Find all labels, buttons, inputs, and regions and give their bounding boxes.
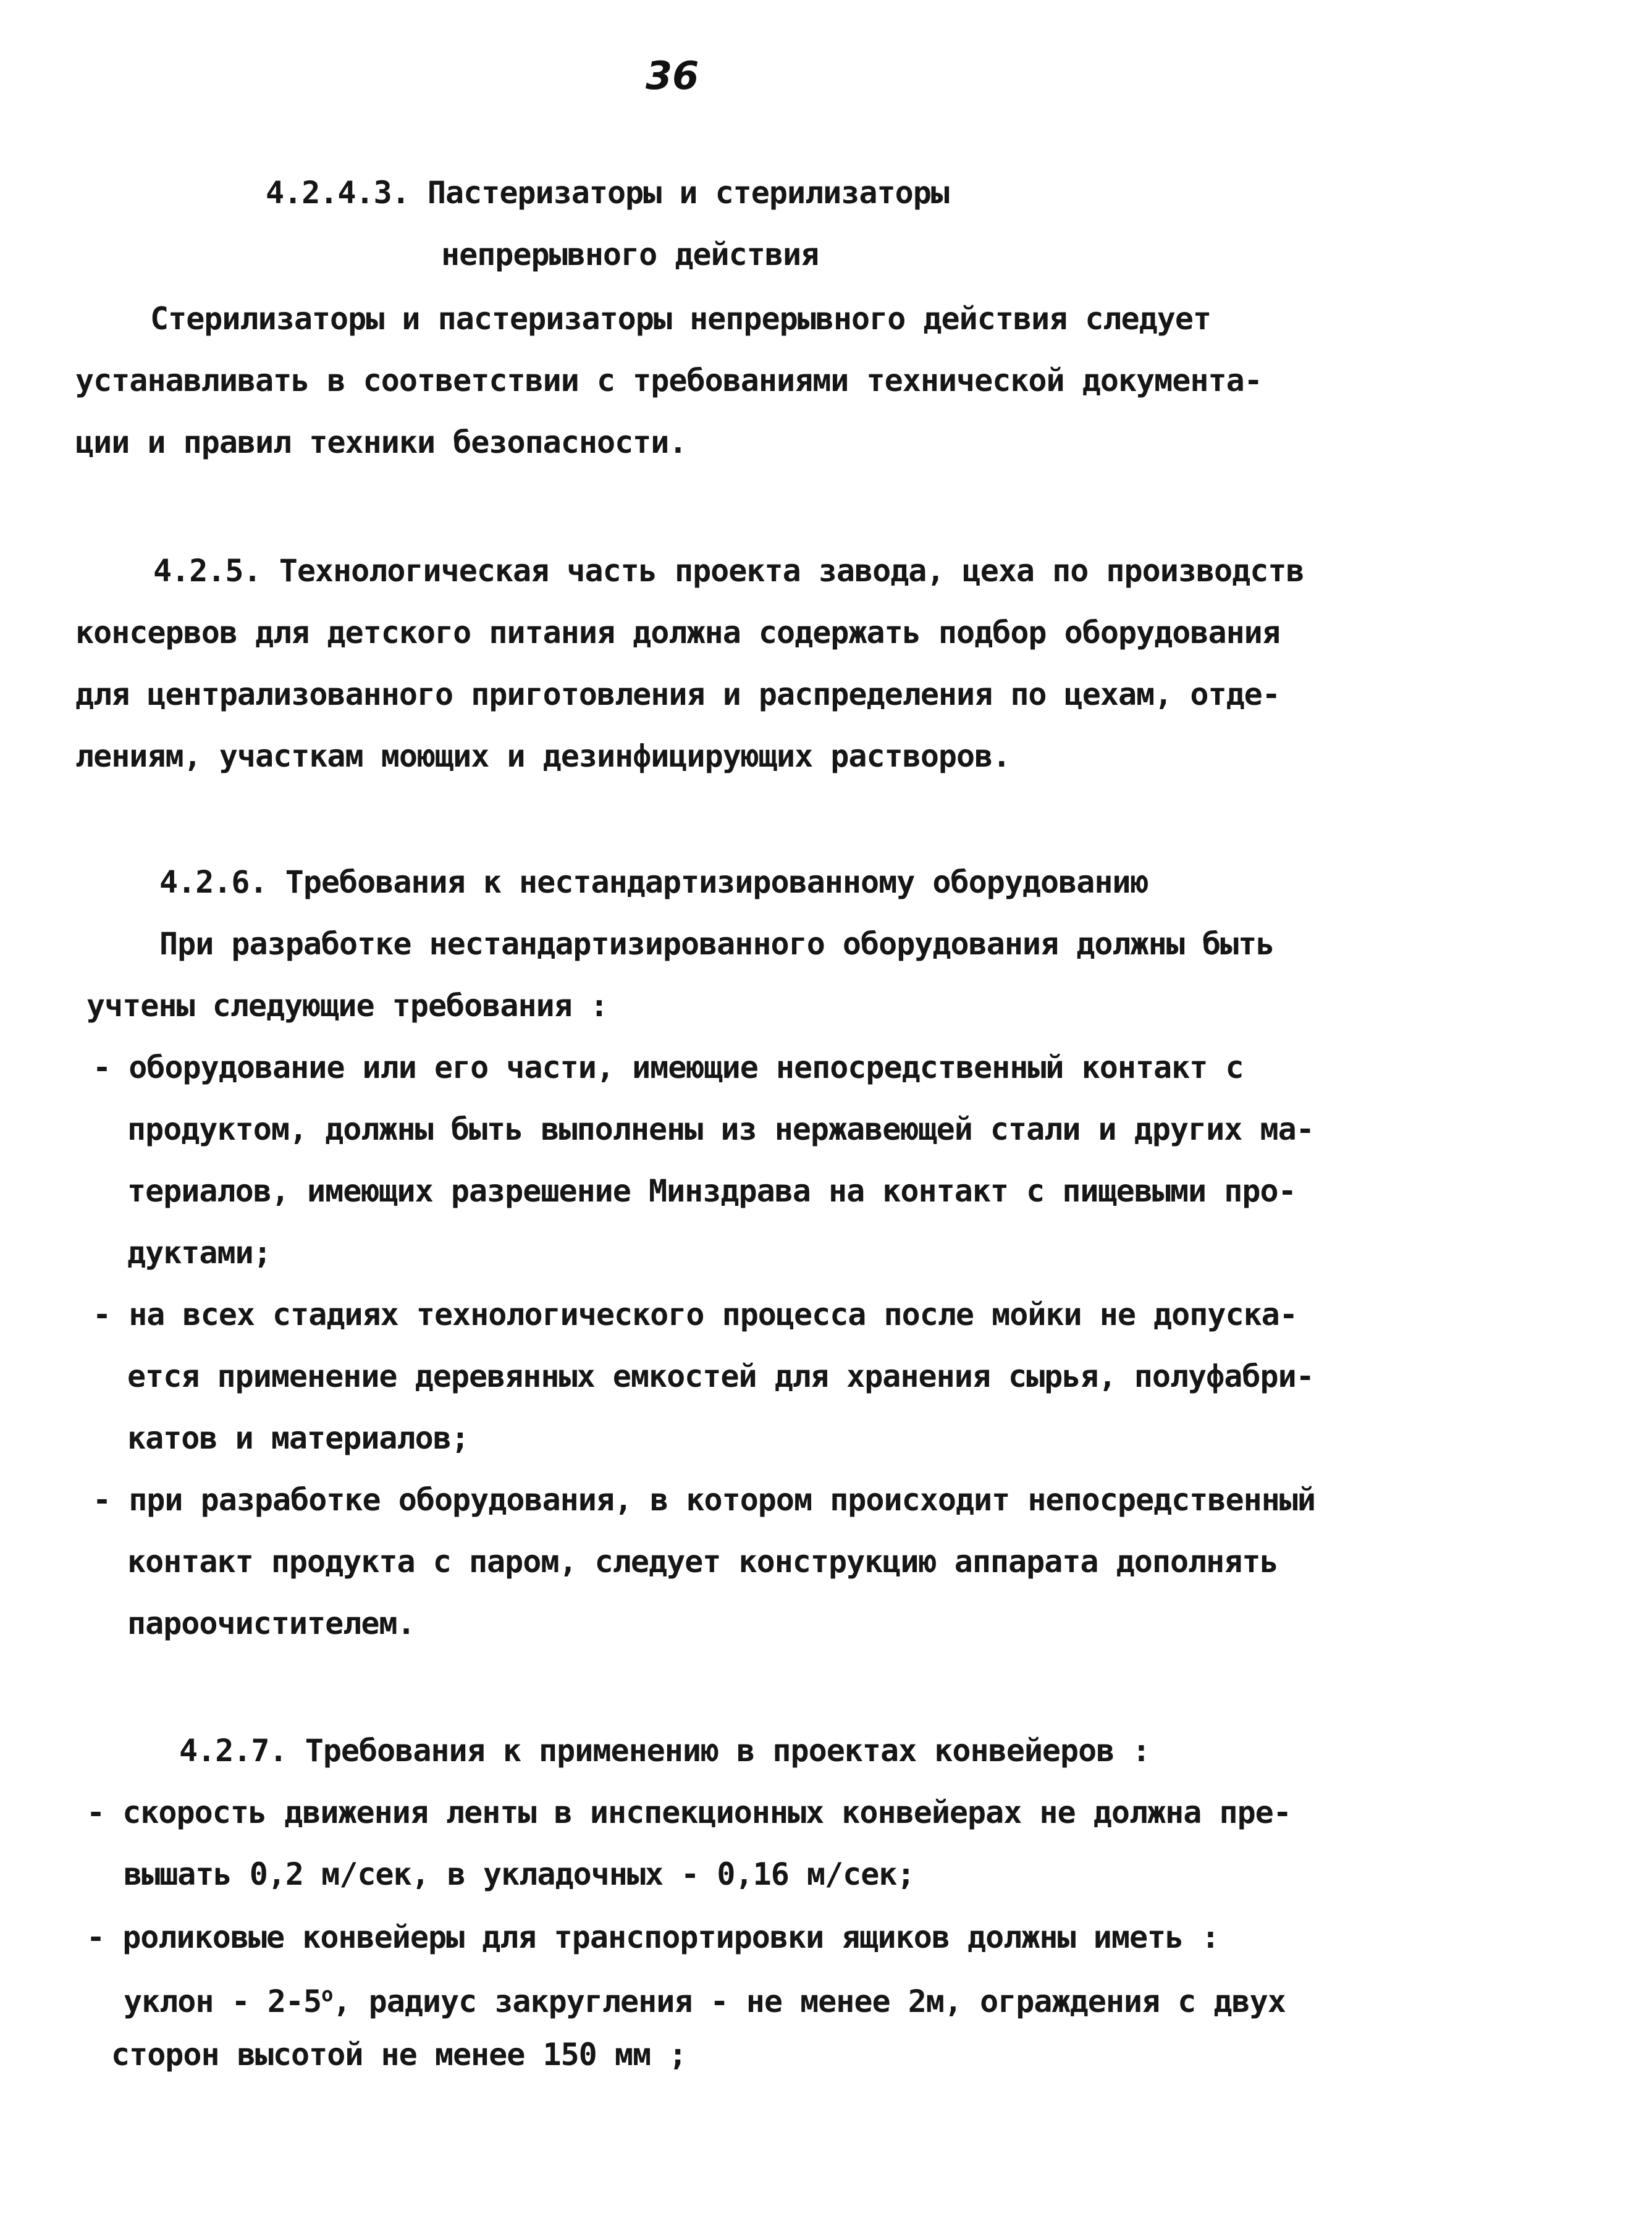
paragraph-line: устанавливать в соответствии с требованиями технической документа-: [75, 363, 1262, 398]
list-item-line: - скорость движения ленты в инспекционных конвейерах не должна пре-: [86, 1795, 1291, 1830]
paragraph-line: При разработке нестандартизированного оборудования должны быть: [159, 926, 1275, 962]
slope-suffix: , радиус закругления - не менее 2м, ограждения с двух: [332, 1984, 1286, 2019]
list-item-line: вышать 0,2 м/сек, в укладочных - 0,16 м/сек;: [124, 1856, 915, 1892]
list-item-line: продуктом, должны быть выполнены из нержавеющей стали и других ма-: [127, 1111, 1314, 1147]
list-item-line: сторон высотой не менее 150 мм ;: [111, 2037, 687, 2073]
list-item-line: - оборудование или его части, имеющие непосредственный контакт с: [93, 1050, 1244, 1085]
list-item-line: катов и материалов;: [127, 1420, 469, 1456]
section-4-2-7-heading: 4.2.7. Требования к применению в проектах конвейеров :: [179, 1733, 1150, 1769]
list-item-line: териалов, имеющих разрешение Минздрава на контакт с пищевыми про-: [127, 1173, 1296, 1209]
list-item-line: - роликовые конвейеры для транспортировки ящиков должны иметь :: [86, 1919, 1220, 1955]
section-4-2-5-line: консервов для детского питания должна содержать подбор оборудования: [75, 615, 1280, 650]
section-4-2-6-heading: 4.2.6. Требования к нестандартизированному оборудованию: [159, 864, 1148, 900]
paragraph-line: ции и правил техники безопасности.: [75, 424, 687, 460]
list-item-line: контакт продукта с паром, следует конструкцию аппарата дополнять: [127, 1544, 1278, 1580]
list-item-line: дуктами;: [127, 1235, 271, 1271]
section-4-2-4-3-heading-line-2: непрерывного действия: [441, 237, 819, 272]
list-item-line: пароочистителем.: [127, 1605, 415, 1641]
list-item-line: - на всех стадиях технологического процесса после мойки не допуска-: [93, 1297, 1297, 1332]
list-item-line: - при разработке оборудования, в котором происходит непосредственный: [93, 1482, 1315, 1518]
section-4-2-5-line: 4.2.5. Технологическая часть проекта завода, цеха по производств: [153, 553, 1304, 589]
section-4-2-5-line: для централизованного приготовления и распределения по цехам, отде-: [75, 676, 1280, 712]
slope-line: [124, 1983, 1286, 2020]
slope-prefix: уклон - 2-5: [124, 1984, 322, 2019]
list-item-line: ется применение деревянных емкостей для хранения сырья, полуфабри-: [127, 1358, 1314, 1394]
paragraph-line: Стерилизаторы и пастеризаторы непрерывного действия следует: [150, 301, 1212, 337]
degree-superscript: о: [321, 1982, 333, 2006]
paragraph-line: учтены следующие требования :: [86, 988, 608, 1024]
section-4-2-5-line: лениям, участкам моющих и дезинфицирующих растворов.: [75, 738, 1011, 774]
section-4-2-4-3-heading-line-1: 4.2.4.3. Пастеризаторы и стерилизаторы: [266, 175, 949, 211]
page-number: 36: [646, 53, 699, 98]
